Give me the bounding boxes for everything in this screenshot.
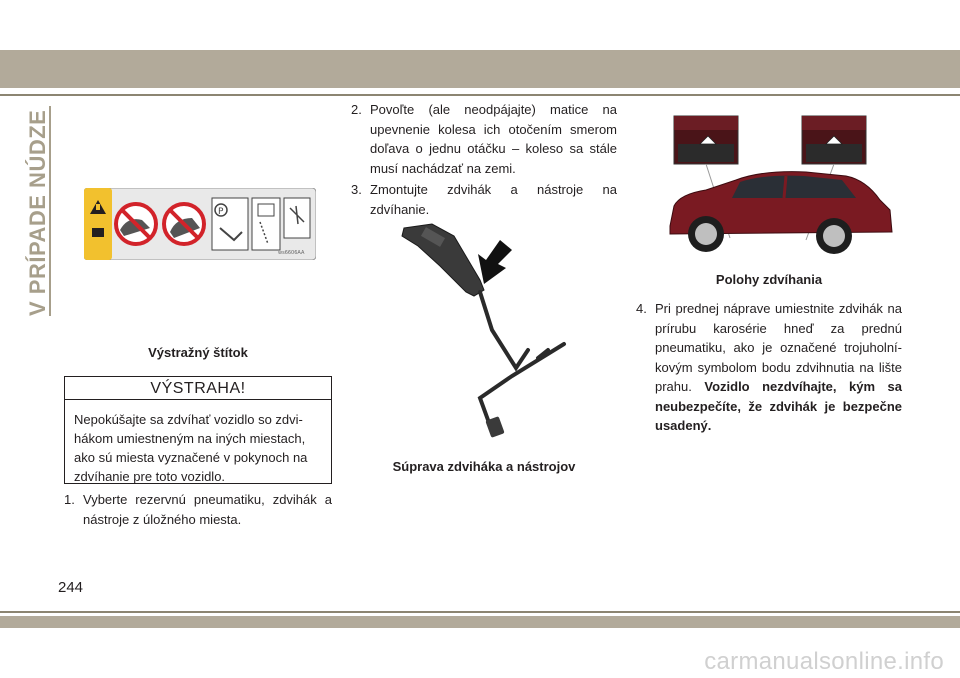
jack-kit-caption: Súprava zdviháka a nástrojov — [392, 459, 576, 474]
header-band — [0, 50, 960, 88]
step-1: 1. Vyberte rezervnú pneumatiku, zdvihák a nástroje z úložného miesta. — [64, 492, 332, 527]
step-4: 4. Pri prednej náprave umiestnite zdvihák na prírubu karosérie hneď za prednú pneumatiku, ako je označené trojuholní-kovým symbolom bodu zdvihnutia na lište prahu. Vozidlo nezdvíhajte, kým sa neubezpečíte, že zdvihák je bezpečne usadený. — [636, 301, 902, 433]
step-4-bold-text: Vozidlo nezdvíhajte, kým sa neubezpečíte, že zdvihák je bezpečne usadený. — [655, 379, 902, 433]
warning-box — [64, 376, 332, 484]
svg-text:P: P — [218, 207, 224, 217]
footer-rule — [0, 611, 960, 613]
warning-text: Nepokúšajte sa zdvíhať vozidlo so zdvi-hákom umiestneným na iných miestach, ako sú miesta vyznačené v pokynoch na zdvíhanie pre toto vozidlo. — [74, 412, 308, 484]
jacking-positions-image — [666, 114, 906, 264]
section-title: V PRÍPADE NÚDZE — [27, 106, 51, 316]
svg-text:ws6606AA: ws6606AA — [278, 250, 305, 256]
jacking-positions-caption: Polohy zdvíhania — [715, 272, 823, 287]
footer-band — [0, 616, 960, 628]
manual-book-icon — [92, 228, 104, 237]
warning-label-caption: Výstražný štítok — [148, 345, 248, 360]
warning-label-image — [84, 188, 316, 260]
header-rule — [0, 94, 960, 96]
warning-heading: VÝSTRAHA! — [65, 377, 331, 400]
watermark: carmanualsonline.info — [704, 648, 944, 675]
page-number: 244 — [58, 579, 84, 596]
step-4-text: Pri prednej náprave umiestnite zdvihák na prírubu karosérie hneď za prednú pneumatiku, ako je označené trojuholní-kovým symbolom bodu zdvihnutia na lište prahu. — [655, 301, 902, 394]
step-3: 3. Zmontujte zdvihák a nástroje na zdvíhanie. — [351, 182, 617, 217]
arrow-icon — [478, 240, 512, 284]
jack-kit-image — [388, 220, 578, 452]
step-2: 2. Povoľte (ale neodpájajte) matice na upevnenie kolesa ich otočením smerom doľava o jednu otáčku – koleso sa stále musí nachádzať na zemi. — [351, 102, 617, 176]
